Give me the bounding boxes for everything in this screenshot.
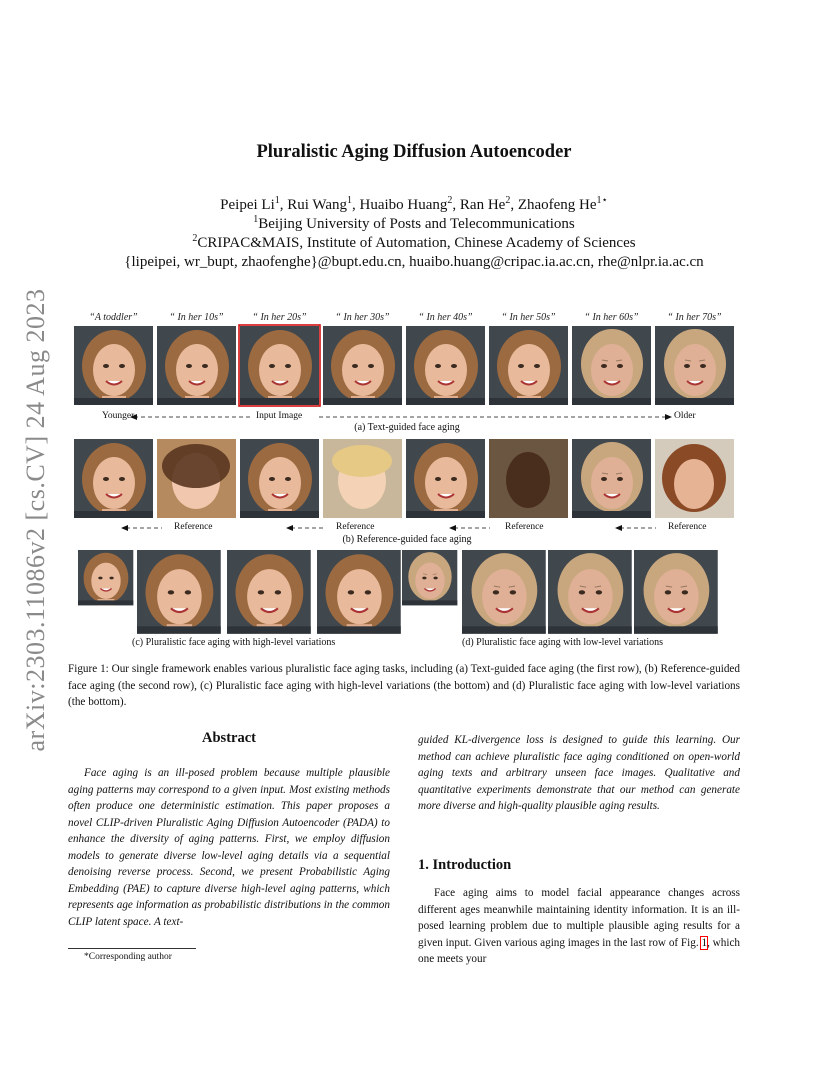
footnote-rule (68, 948, 196, 949)
prompt-label-2: “ In her 10s” (169, 312, 224, 323)
figure-1 (74, 306, 740, 651)
prompt-label-7: “ In her 60s” (584, 312, 639, 323)
prompt-label-3: “ In her 20s” (252, 312, 307, 323)
older-label: Older (674, 411, 696, 421)
face-a-6 (489, 326, 568, 405)
face-a-1 (74, 326, 153, 405)
affiliation-2: $^2$CRIPAC&MAIS, Institute of Automation, Chinese Academy of Sciences (192, 233, 636, 251)
face-c-input (78, 550, 133, 605)
paper-title: Pluralistic Aging Diffusion Autoencoder (256, 142, 572, 162)
figure-caption: Figure 1: Our single framework enables various pluralistic face aging tasks, including (a) Text-guided face aging (the first row), (b) Reference-guided face aging (the second row), (c) Pluralistic face aging with high-level variations (the bottom) and (d) Pluralistic face aging with low-level variations (the bottom). (68, 663, 740, 708)
younger-label: Younger (102, 411, 135, 421)
author-list: Peipei Li$^1$, Rui Wang$^1$, Huaibo Huang$^2$, Ran He$^2$, Zhaofeng $He^{1⋆}$ (220, 195, 608, 213)
abstract-heading: Abstract (202, 730, 256, 746)
prompt-label-5: “ In her 40s” (418, 312, 473, 323)
face-a-3 (240, 326, 319, 405)
reference-label-2: Reference (336, 522, 375, 532)
abstract-text-right: guided KL-divergence loss is designed to guide this learning. Our method can achieve pluralistic face aging conditioned on open-world aging texts and arbitrary unseen face images. Qualitative and quantitative experiments demonstrate that our method can generate more diverse and high-quality plausible aging results. (418, 734, 740, 812)
prompt-label-6: “ In her 50s” (501, 312, 556, 323)
introduction-text: Face aging aims to model facial appearance changes across different ages meanwhile maintaining identity information. It is an ill-posed learning problem due to multiple plausible aging results for a given input. Given various aging images in the last row of Fig. 1, which one meets your (418, 887, 741, 965)
prompt-label-1: “A toddler” (89, 312, 138, 323)
subcaption-d: (d) Pluralistic face aging with low-level variations (462, 637, 664, 648)
face-a-2 (157, 326, 236, 405)
introduction-heading: 1. Introduction (418, 857, 512, 873)
figure-faces-canvas (74, 306, 740, 651)
arxiv-identifier: arXiv:2303.11086v2 [cs.CV] 24 Aug 2023 (21, 288, 50, 752)
author-emails: {lipeipei, wr_bupt, zhaofenghe}@bupt.edu.cn, huaibo.huang@cripac.ia.ac.cn, rhe@nlpr.ia.ac.cn (124, 254, 704, 270)
face-a-5 (406, 326, 485, 405)
reference-label-3: Reference (505, 522, 544, 532)
subcaption-b: (b) Reference-guided face aging (342, 534, 472, 545)
face-d-input (402, 550, 457, 605)
abstract-text-left: Face aging is an ill-posed problem because multiple plausible aging patterns may correspond to a given input. Most existing methods often produce one deterministic estimation. This paper proposes a novel CLIP-driven Pluralistic Aging Diffusion Autoencoder (PADA) to enhance the diversity of aging patterns. First, we employ diffusion models to generate diverse low-level aging details via a sequential denoising reverse process. Second, we present Probabilistic Aging Embedding (PAE) to capture diverse high-level aging patterns, which represents age information as probabilistic distributions in the common CLIP latent space. A text- (68, 767, 390, 928)
input-image-label: Input Image (256, 411, 303, 421)
footnote: *Corresponding author (84, 952, 172, 962)
subcaption-a: (a) Text-guided face aging (354, 422, 460, 433)
face-b-1 (74, 439, 153, 518)
face-b-2 (240, 439, 319, 518)
face-a-8 (655, 326, 734, 405)
figure-reference-link[interactable]: 1 (701, 936, 708, 949)
subcaption-c: (c) Pluralistic face aging with high-level variations (132, 637, 336, 648)
reference-label-4: Reference (668, 522, 707, 532)
face-a-7 (572, 326, 651, 405)
affiliation-1: $^1$Beijing University of Posts and Telecommunications (253, 214, 575, 232)
reference-label-1: Reference (174, 522, 213, 532)
face-b-3 (406, 439, 485, 518)
face-b-4 (572, 439, 651, 518)
prompt-label-4: “ In her 30s” (335, 312, 390, 323)
prompt-label-8: “ In her 70s” (667, 312, 722, 323)
face-a-4 (323, 326, 402, 405)
